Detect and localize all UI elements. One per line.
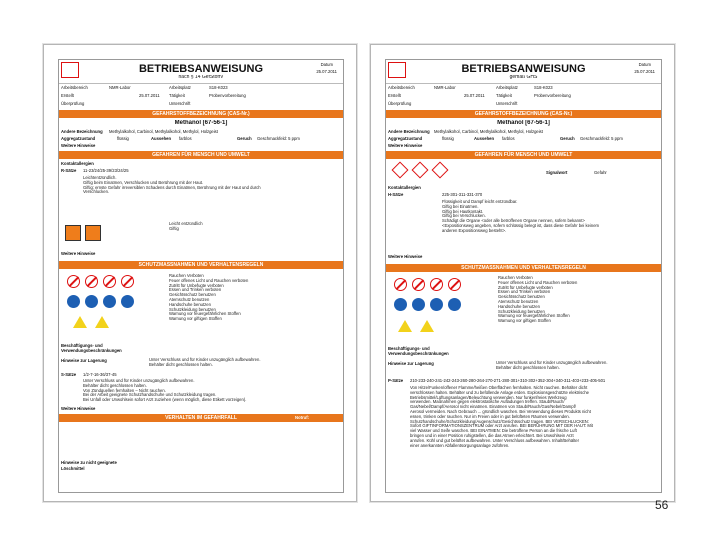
gloves-icon: [103, 295, 116, 308]
left-attr-label: Andere Bezeichnung: [61, 129, 103, 134]
right-p-value: 210-233-240-241-242-243-260-280-264-270-271-280-301+310-302+352-304+340-311-403+233-405-501: [410, 378, 606, 383]
left-hazard-text: Leichtentzündlich. Giftig beim Einatmen, Verschlucken und Berührung mit der Haut. Giftig: ernste Gefahr irreversiblen Schadens durch Einatmen, Berührung mit der Haut und durch Verschlucken.: [83, 175, 261, 195]
right-besch-label: Beschäftigungs- und Verwendungsbeschränkungen: [388, 346, 449, 356]
right-rules-text: Rauchen Verboten Feuer offenes Licht und Rauchen verboten Zutritt für Unbefugte verboten Essen und Trinken verboten Gesichtsschutz benutzen Atemschutz benutzen Handschuhe benutzen Schutzkleidung benutzen Warnung vor feuergefährlichen Stoffen Warnung vor giftigen Stoffen: [498, 275, 578, 324]
no-smoking-icon: [67, 275, 80, 288]
right-meta-value: 25.07.2011: [464, 93, 485, 98]
no-smoking-icon: [394, 278, 407, 291]
respirator-icon: [85, 295, 98, 308]
no-entry-icon: [103, 275, 116, 288]
skull-toxic-icon: [85, 225, 101, 241]
right-kontakt-label: Kontaktallergien: [388, 185, 421, 190]
right-h-value: 225-301-311-331-370: [442, 192, 483, 197]
left-meta-label: Tätigkeit: [169, 93, 185, 98]
left-s-value: 1/2-7-16-36/37-45: [83, 372, 117, 377]
left-meta-label: Unterschrift: [169, 101, 191, 106]
right-attr-value: Methylalkohol, Carbinol, Methylalkohol, Methylol, Holzgeist: [434, 129, 543, 134]
page-number: 56: [655, 498, 669, 512]
right-meta-label: Erstellt: [388, 93, 401, 98]
left-weitere2-label: Weitere Hinweise: [61, 406, 96, 411]
left-bottom-label-2: Löschmittel: [61, 466, 85, 471]
left-subtitle: nach § 14 GefStoffV: [178, 75, 224, 80]
right-meta-label: Arbeitsbereich: [388, 85, 415, 90]
right-date-label: Datum: [638, 62, 651, 67]
left-meta-value: 25.07.2011: [139, 93, 160, 98]
ghs-skull-icon: [412, 162, 429, 179]
left-s-text: Unter Verschluss und für Kinder unzugänglich aufbewahren. Behälter dicht geschlossen halten. Von Zündquellen fernhalten – Nicht rauchen. Bei der Arbeit geeignete Schutzhandschuhe und Schutzkleidung tragen. Bei Unfall oder Unwohlsein sofort Arzt zuziehen (wenn möglich, diese Etikett vorzeigen).: [83, 378, 247, 403]
left-section-gefahren: GEFAHREN FÜR MENSCH UND UMWELT: [59, 151, 343, 159]
left-meta-label: Erstellt: [61, 93, 74, 98]
left-title: BETRIEBSANWEISUNG: [138, 63, 264, 75]
no-entry-icon: [430, 278, 443, 291]
right-meta-value: NMR-Labor: [434, 85, 456, 90]
left-attr-label: Weitere Hinweise: [61, 143, 96, 148]
left-substance: Methanol [67-56-1]: [174, 120, 228, 126]
face-shield-icon: [67, 295, 80, 308]
left-sheet-betriebsanweisung: [43, 44, 357, 502]
left-s-label: S-Sätze: [61, 372, 77, 377]
right-meta-label: Unterschrift: [496, 101, 518, 106]
left-meta-label: Arbeitsplatz: [169, 85, 191, 90]
right-meta-label: Arbeitsplatz: [496, 85, 518, 90]
left-meta-value: S18-K023: [209, 85, 228, 90]
no-eating-icon: [448, 278, 461, 291]
right-attr-label: Andere Bezeichnung: [388, 129, 430, 134]
face-shield-icon: [394, 298, 407, 311]
left-section-verhalten: VERHALTEN IM GEFAHRFALL: [59, 414, 343, 422]
right-title: BETRIEBSANWEISUNG: [461, 63, 586, 75]
right-hazard-text: Flüssigkeit und Dampf leicht entzündbar. Giftig bei Einatmen. Giftig bei Hautkontakt. Giftig bei Verschlucken. Schädigt die Organe <oder alle betroffenen Organe nennen, sofern bekannt> <Expositionsweg angeben, sofern schlüssig belegt ist, dass diese Gefahr bei keinem anderen Expositionsweg besteht>.: [442, 199, 600, 233]
right-p-text: Von Hitze/Funken/offener Flamme/heißen Oberflächen fernhalten. Nicht rauchen. Behälter dicht verschlossen halten. Behälter und zu befüllende Anlage erden. Explosionsgeschützte elektrische Betriebsmittel/Lüftungsanlagen/Beleuchtung verwenden. Nur funkenfreies Werkzeug verwenden. Maßnahmen gegen elektrostatische Aufladungen treffen. Staub/Rauch/ Gas/Nebel/Dampf/Aerosol nicht einatmen. Einatmen von Staub/Rauch/Gas/Nebel/Dampf/ Aerosol vermeiden. Nach Gebrauch ... gründlich waschen. Bei Verwendung dieses Produkts nicht essen, trinken oder rauchen. Nur im Freien oder in gut belüfteten Räumen verwenden. Schutzhandschuhe/Schutzkleidung/Augenschutz/Gesichtsschutz tragen. BEI VERSCHLUCKEN: Sofort GIFTINFORMATIONSZENTRUM oder Arzt anrufen. BEI BERÜHRUNG MIT DER HAUT: Mit viel Wasser und Seife waschen. BEI EINATMEN: Die betroffene Person an die frische Luft bringen und in einer Position ruhigstellen, die das Atmen erleichtert. Bei Unwohlsein Arzt anrufen. Kühl und gut belüftet aufbewahren. Unter Verschluss aufbewahren. Inhalt/Behälter einer anerkannten Abfallentsorgungsanlage zuführen.: [410, 385, 593, 448]
left-bottom-label-1: Hinweise zu nicht geeignete: [61, 460, 117, 465]
left-meta-value: Probenvorbereitung: [209, 93, 246, 98]
right-h-label: H-Sätze: [388, 192, 404, 197]
right-attr-label: Aggregatzustand: [388, 136, 423, 141]
left-weitere-label: Weitere Hinweise: [61, 251, 96, 256]
ghs-health-hazard-icon: [432, 162, 449, 179]
left-meta-label: Arbeitsbereich: [61, 85, 88, 90]
left-notruf-label: Notruf:: [295, 415, 309, 420]
left-attr-value: Geschmackfeld: 5 ppm: [257, 136, 300, 141]
right-attr-value: flüssig: [442, 136, 454, 141]
toxic-warning-icon: [420, 320, 434, 332]
right-signal-label: Signalwort: [546, 170, 568, 175]
right-meta-value: Probenvorbereitung: [534, 93, 571, 98]
flammable-warning-icon: [73, 316, 87, 328]
left-lagerung-label: Hinweise zur Lagerung: [61, 358, 107, 363]
left-meta-label: Überprüfung: [61, 101, 85, 106]
flame-hazard-icon: [65, 225, 81, 241]
left-attr-label: Aussehen: [151, 136, 172, 141]
left-date-value: 25.07.2011: [316, 69, 337, 74]
left-r-value: 11-23/24/25-39/23/24/25: [83, 168, 129, 173]
gloves-icon: [430, 298, 443, 311]
right-attr-label: Weitere Hinweise: [388, 143, 423, 148]
right-date-value: 25.07.2011: [634, 69, 655, 74]
left-r-label: R-Sätze: [61, 168, 77, 173]
left-kontakt-label: Kontaktallergien: [61, 161, 94, 166]
right-p-label: P-Sätze: [388, 378, 404, 383]
protective-clothing-icon: [448, 298, 461, 311]
right-sheet-frame: [385, 59, 662, 493]
toxic-warning-icon: [95, 316, 109, 328]
left-attr-value: flüssig: [117, 136, 129, 141]
no-fire-icon: [412, 278, 425, 291]
right-attr-value: Geschmackfeld: 5 ppm: [580, 136, 623, 141]
left-attr-value: farblos: [179, 136, 192, 141]
left-attr-value: Methylalkohol, Carbinol, Methylalkohol, Methylol, Holzgeist: [109, 129, 218, 134]
right-section-schutz: SCHUTZMASSNAHMEN UND VERHALTENSREGELN: [386, 264, 661, 272]
right-sheet-betriebsanweisung-ghs: [370, 44, 675, 502]
no-fire-icon: [85, 275, 98, 288]
left-rules-text: Rauchen Verboten Feuer offenes Licht und Rauchen verboten Zutritt für Unbefugte verboten Essen und Trinken verboten Gesichtsschutz benutzen Atemschutz benutzen Handschuhe benutzen Schutzkleidung benutzen Warnung vor feuergefährlichen Stoffen Warnung vor giftigen Stoffen: [169, 273, 249, 322]
right-weitere-label: Weitere Hinweise: [388, 254, 423, 259]
right-substance: Methanol [67-56-1]: [497, 120, 550, 126]
left-section-schutz: SCHUTZMASSNAHMEN UND VERHALTENSREGELN: [59, 261, 343, 269]
left-lagerung-text: Unter Verschluss und für Kinder unzugänglich aufbewahren. Behälter dicht geschlossen halten.: [149, 357, 261, 367]
left-section-gefahrstoff: GEFAHRSTOFFBEZEICHNUNG (CAS-Nr.): [59, 110, 343, 118]
left-symbol-text: Leicht entzündlich Giftig: [169, 221, 203, 231]
left-attr-label: Aggregatzustand: [61, 136, 96, 141]
right-signal-value: Gefahr: [594, 170, 607, 175]
right-attr-label: Geruch: [560, 136, 575, 141]
right-lagerung-text: Unter Verschluss und für Kinder unzugänglich aufbewahren. Behälter dicht geschlossen halten.: [496, 360, 608, 370]
flammable-warning-icon: [398, 320, 412, 332]
right-subtitle: gemäß GHS: [509, 75, 538, 80]
respirator-icon: [412, 298, 425, 311]
right-lagerung-label: Hinweise zur Lagerung: [388, 361, 434, 366]
ghs-flame-icon: [392, 162, 409, 179]
left-sheet-frame: [58, 59, 344, 493]
right-section-gefahrstoff: GEFAHRSTOFFBEZEICHNUNG (CAS-Nr.): [386, 110, 661, 118]
left-attr-label: Geruch: [237, 136, 252, 141]
right-attr-label: Aussehen: [474, 136, 495, 141]
right-meta-value: S18-K023: [534, 85, 553, 90]
right-section-gefahren: GEFAHREN FÜR MENSCH UND UMWELT: [386, 151, 661, 159]
left-besch-label: Beschäftigungs- und Verwendungsbeschränkungen: [61, 343, 122, 353]
right-meta-label: Überprüfung: [388, 101, 412, 106]
left-date-label: Datum: [320, 62, 333, 67]
protective-clothing-icon: [121, 295, 134, 308]
no-eating-icon: [121, 275, 134, 288]
right-meta-label: Tätigkeit: [496, 93, 512, 98]
right-attr-value: farblos: [502, 136, 515, 141]
left-meta-value: NMR-Labor: [109, 85, 131, 90]
